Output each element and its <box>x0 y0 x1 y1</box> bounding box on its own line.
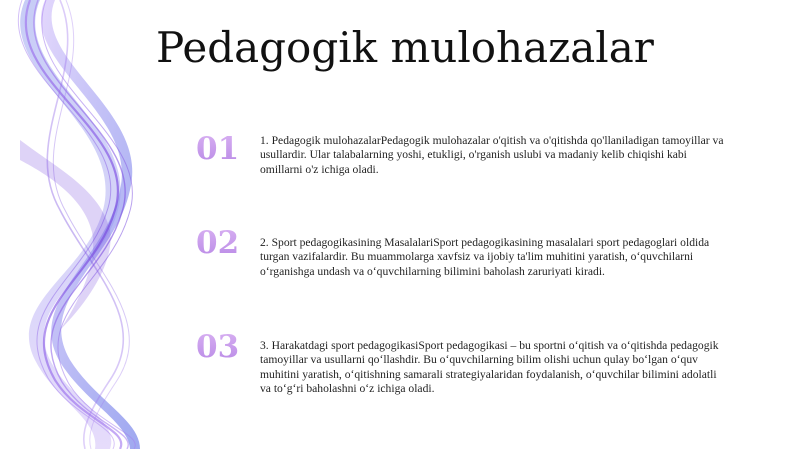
slide-title: Pedagogik mulohazalar <box>156 23 654 72</box>
item-number: 02 <box>196 226 252 260</box>
item-number: 03 <box>196 330 252 364</box>
item-text: 2. Sport pedagogikasining MasalalariSport pedagogikasining masalalari sport pedagoglari oldida turgan vazifalardir. Bu muammolarga xavfsiz va ijobiy ta'lim muhitini yaratish, oʻquvchilarni oʻrganishga undash va oʻquvchilarning bilimini baholash zaruriyati kiradi. <box>260 236 710 278</box>
item-text: 3. Harakatdagi sport pedagogikasiSport pedagogikasi – bu sportni oʻqitish va oʻqitishda pedagogik tamoyillar va usullarni qoʻllashdir. Bu oʻquvchilarning bilim olishi uchun qulay boʻlgan oʻquv muhitini yaratish, oʻqitishning samarali strategiyalaridan foydalanish, oʻquvchilar bilimini adolatli va toʻgʻri baholashni oʻz ichiga oladi. <box>260 339 719 395</box>
item-text: 1. Pedagogik mulohazalarPedagogik mulohazalar o'qitish va o'qitishda qo'llaniladigan tamoyillar va usullardir. Ular talabalarning yoshi, etukligi, o'rganish uslubi va madaniy kelib chiqishi kabi omillarni o'z ichiga oladi. <box>260 134 724 176</box>
item-number: 01 <box>196 132 252 166</box>
